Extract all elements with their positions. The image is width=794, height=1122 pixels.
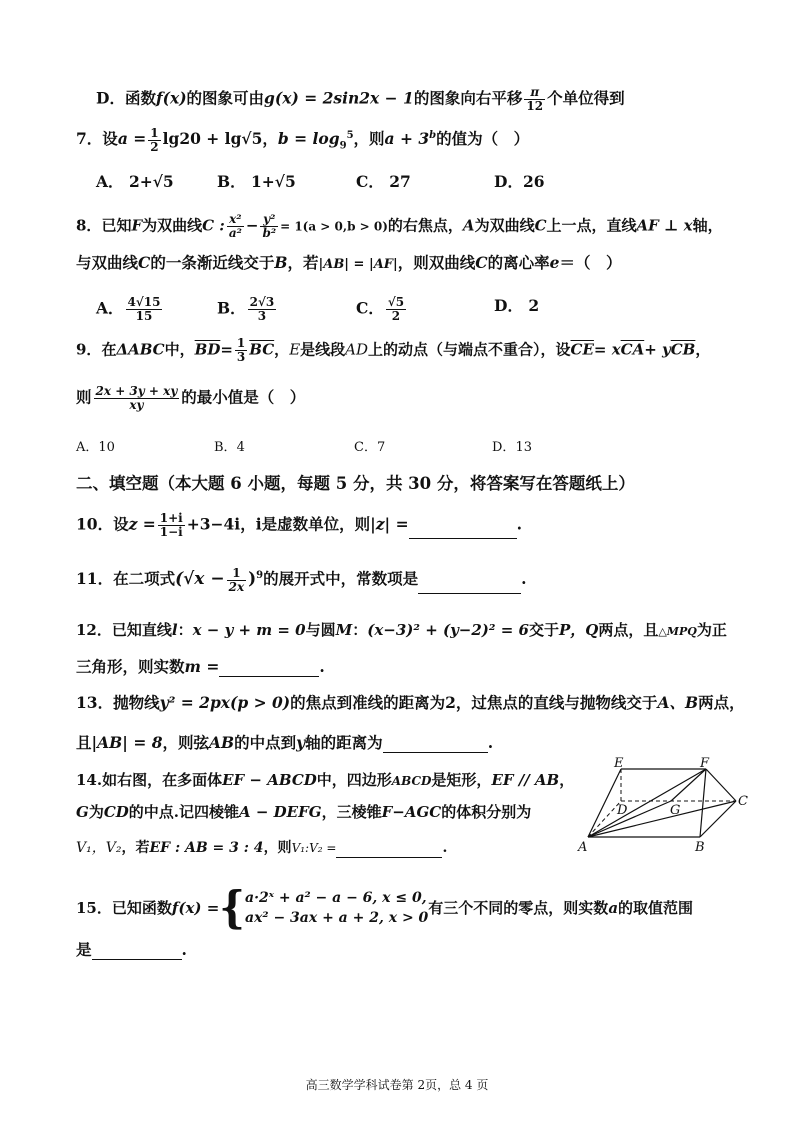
q7-option-a: A． 2+√5: [96, 172, 174, 191]
answer-blank[interactable]: [219, 660, 319, 677]
vertex-label: B: [695, 840, 705, 855]
section-heading: 二、填空题（本大题 6 小题，每题 5 分，共 30 分，将答案写在答题纸上）: [76, 474, 635, 493]
polyhedron-figure: [574, 755, 754, 855]
page-footer: 高三数学学科试卷第 2页，总 4 页: [305, 1078, 489, 1092]
q8-option-c: C． $\frac{√5}{2}$: [356, 295, 405, 323]
q15-line1: 15．已知函数f(x) ={ a·2ˣ + a² − a − 6, x ≤ 0, ax² − 3ax + a + 2, x > 0 有三个不同的零点，则实数a的取值范围: [76, 881, 694, 934]
q10: 10．设z = $\frac{1+i}{1-i}$ +3−4i，i是虚数单位，则|z| = .: [76, 511, 522, 539]
vertex-label: G: [670, 803, 681, 818]
q9-option-c: C．7: [354, 440, 386, 455]
answer-blank[interactable]: [418, 577, 521, 594]
q13-line1: 13．抛物线y² = 2px(p > 0)的焦点到准线的距离为2，过焦点的直线与抛物线交于A、B两点，: [76, 693, 745, 712]
q12-line2: 三角形，则实数m = .: [76, 657, 325, 676]
answer-blank[interactable]: [92, 943, 182, 960]
answer-blank[interactable]: [409, 522, 517, 539]
q7-option-b: B． 1+√5: [217, 172, 296, 191]
q7-stem: 7．设a = $\frac{1}{2}$ lg20 + lg√5，$b = \log_9^5$，则$a + 3^b$的值为（ ）: [76, 125, 530, 154]
q9-option-b: B．4: [214, 440, 245, 455]
q15-line2: 是 .: [76, 940, 187, 959]
q14-line1: 14.如右图，在多面体EF − ABCD中，四边形ABCD是矩形，EF // AB，: [76, 771, 575, 789]
answer-blank[interactable]: [383, 736, 488, 753]
q11: 11．在二项式(√x − $\frac{1}{2x}$ )$^9$的展开式中，常数项是 .: [76, 565, 527, 594]
q7-option-c: C． 27: [356, 172, 411, 191]
vertex-label: D: [617, 803, 628, 818]
q8-option-b: B． $\frac{2√3}{3}$: [217, 295, 275, 323]
vertex-label: F: [700, 756, 710, 771]
answer-blank[interactable]: [336, 841, 442, 858]
q14-line2: G为CD的中点.记四棱锥A − DEFG，三棱锥F−AGC的体积分别为: [76, 803, 532, 821]
q9-stem-line1: 9．在ΔABC中，$\overline{BD}=$ $\frac{1}{3}$ $\overline{BC}$，E是线段AD上的动点（与端点不重合），设$\overline{CE}= x\overline{CA}+ y\overline{CB}$，: [76, 336, 711, 364]
q9-stem-line2: 则 $\frac{2x + 3y + xy}{xy}$ 的最小值是（ ）: [76, 384, 306, 412]
vertex-label: C: [738, 794, 748, 809]
q7-option-d: D．26: [494, 172, 545, 191]
q6-option-d: D．函数f(x)的图象可由g(x) = 2sin2x − 1的图象向右平移 $\frac{\pi}{12}$ 个单位得到: [96, 85, 625, 113]
q9-option-a: A．10: [76, 440, 115, 455]
q12-line1: 12．已知直线l：x − y + m = 0与圆M：(x−3)² + (y−2)² = 6交于P，Q两点，且△MPQ为正: [76, 621, 727, 639]
q14-line3: V₁，V₂，若EF : AB = 3 : 4，则V₁:V₂ = .: [76, 840, 448, 856]
q9-option-d: D．13: [492, 440, 532, 455]
q13-line2: 且|AB| = 8，则弦AB的中点到y轴的距离为 .: [76, 733, 494, 752]
q8-stem-line2: 与双曲线C的一条渐近线交于B，若|AB| = |AF|，则双曲线C的离心率e＝（ ）: [76, 253, 622, 272]
vertex-label: A: [578, 840, 588, 855]
q8-option-d: D． 2: [494, 296, 540, 315]
vertex-label: E: [614, 756, 624, 771]
q8-stem-line1: 8．已知F为双曲线C : $\frac{\text{x²}}{\text{a²}}$ − $\frac{\text{y²}}{\text{b²}}$ = 1(a > 0,b > 0)的右焦点，A为双曲线C上一点，直线AF ⊥ x轴，: [76, 212, 723, 240]
q8-option-a: A． $\frac{4√15}{15}$: [96, 295, 161, 323]
